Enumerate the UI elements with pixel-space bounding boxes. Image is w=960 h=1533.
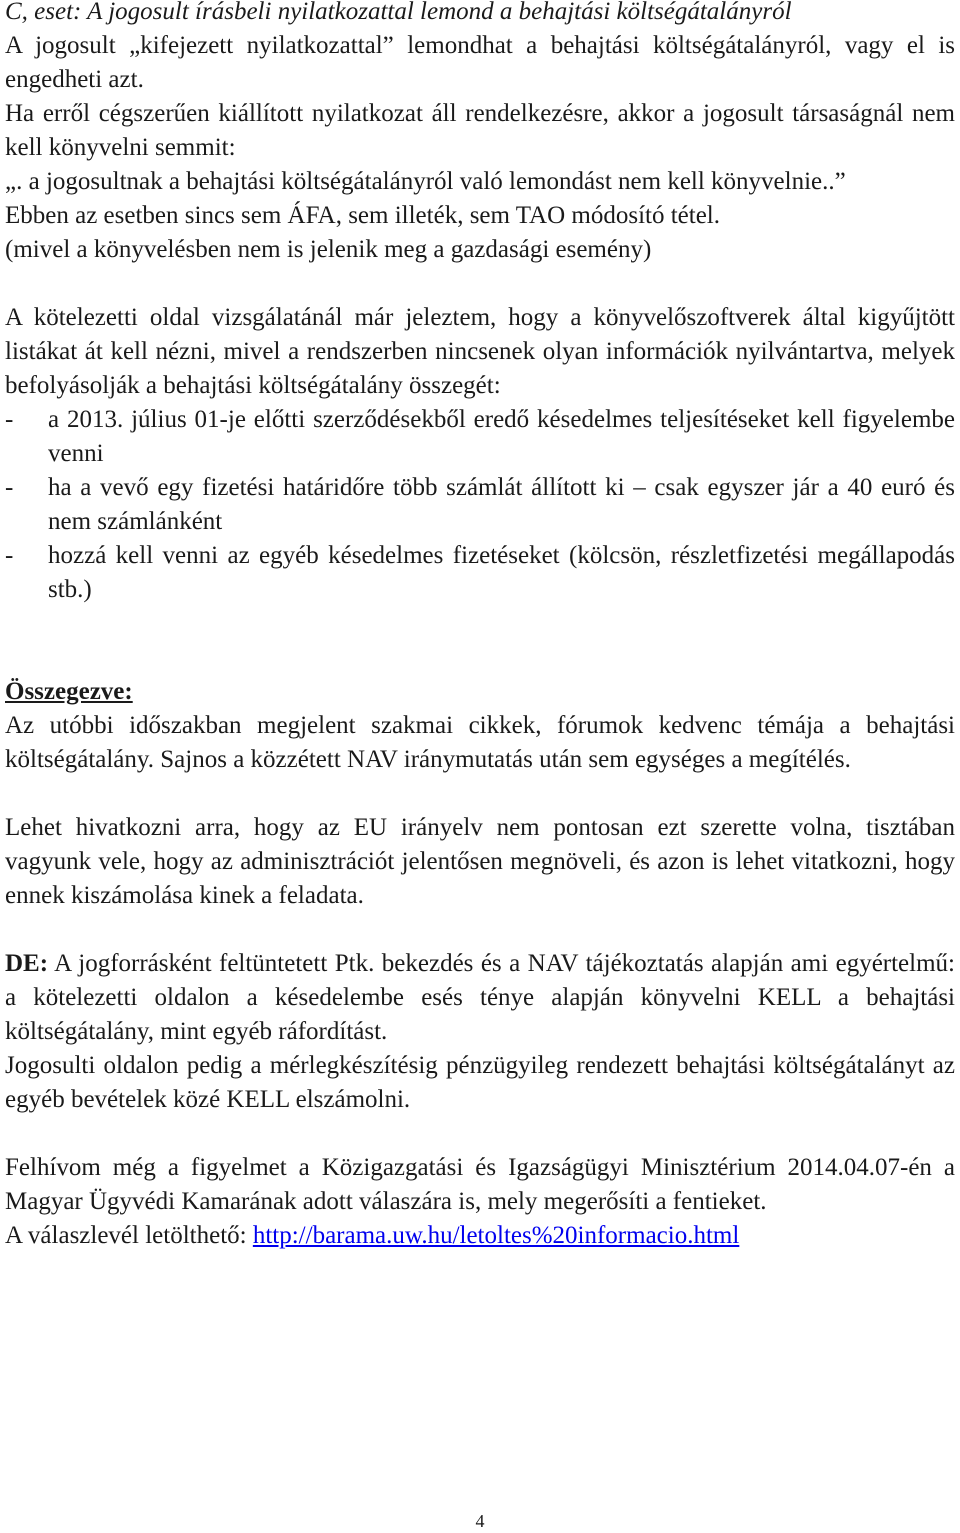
list-item [5, 403, 955, 471]
paragraph: A kötelezetti oldal vizsgálatánál már jeleztem, hogy a könyvelőszoftverek által kigyűjtött listákat át kell nézni, mivel a rendszerben nincsenek olyan információk nyilvántartva, melyek befolyásolják a behajtási költségátalány összegét: [5, 304, 955, 399]
de-label: DE: [5, 950, 49, 977]
list-dash: - [5, 474, 14, 501]
paragraph: (mivel a könyvelésben nem is jelenik meg a gazdasági esemény) [5, 236, 652, 263]
summary-heading: Összegezve: [5, 678, 133, 705]
download-link[interactable]: http://barama.uw.hu/letoltes%20informacio.html [252, 1222, 740, 1249]
section-title: C, eset: A jogosult írásbeli nyilatkozattal lemond a behajtási költségátalányról [5, 0, 792, 25]
list-item-text: a 2013. július 01-je előtti szerződésekből eredő késedelmes teljesítéseket kell figyelembe venni [48, 406, 955, 467]
list-dash: - [5, 406, 14, 433]
paragraph-text: A jogforrásként feltüntetett Ptk. bekezdés és a NAV tájékoztatás alapján ami egyértelmű: a kötelezetti oldalon a késedelembe esés ténye alapján könyvelni KELL a behajtási költségátalány, mint egyéb ráfordítást. [5, 950, 955, 1045]
paragraph: Ha erről cégszerűen kiállított nyilatkozat áll rendelkezésre, akkor a jogosult társaságnál nem kell könyvelni semmit: [5, 100, 955, 161]
list-item-text: hozzá kell venni az egyéb késedelmes fizetéseket (kölcsön, részletfizetési megállapodás stb.) [48, 542, 955, 603]
paragraph: Az utóbbi időszakban megjelent szakmai cikkek, fórumok kedvenc témája a behajtási költségátalány. Sajnos a közzétett NAV iránymutatás után sem egységes a megítélés. [5, 712, 955, 773]
paragraph: Ebben az esetben sincs sem ÁFA, sem illeték, sem TAO módosító tétel. [5, 202, 720, 229]
list-dash: - [5, 542, 14, 569]
download-line [5, 1219, 955, 1253]
list-item [5, 539, 955, 607]
list-item-text: ha a vevő egy fizetési határidőre több számlát állított ki – csak egyszer jár a 40 euró és nem számlánként [48, 474, 955, 535]
list-item [5, 471, 955, 539]
paragraph: Felhívom még a figyelmet a Közigazgatási és Igazságügyi Minisztérium 2014.04.07-én a Magyar Ügyvédi Kamarának adott válaszára is, mely megerősíti a fentieket. [5, 1154, 955, 1215]
document-page [5, 0, 955, 1253]
quote-paragraph: „. a jogosultnak a behajtási költségátalányról való lemondást nem kell könyvelnie..” [5, 168, 846, 195]
paragraph: Jogosulti oldalon pedig a mérlegkészítésig pénzügyileg rendezett behajtási költségátalányt az egyéb bevételek közé KELL elszámolni. [5, 1052, 955, 1113]
paragraph: A jogosult „kifejezett nyilatkozattal” lemondhat a behajtási költségátalányról, vagy el is engedheti azt. [5, 32, 955, 93]
page-number: 4 [475, 1511, 485, 1531]
paragraph: Lehet hivatkozni arra, hogy az EU irányelv nem pontosan ezt szerette volna, tisztában vagyunk vele, hogy az adminisztrációt jelentősen megnöveli, és azon is lehet vitatkozni, hogy ennek kiszámolása kinek a feladata. [5, 814, 955, 909]
download-label: A válaszlevél letölthető: [5, 1222, 253, 1249]
paragraph [5, 947, 955, 1049]
